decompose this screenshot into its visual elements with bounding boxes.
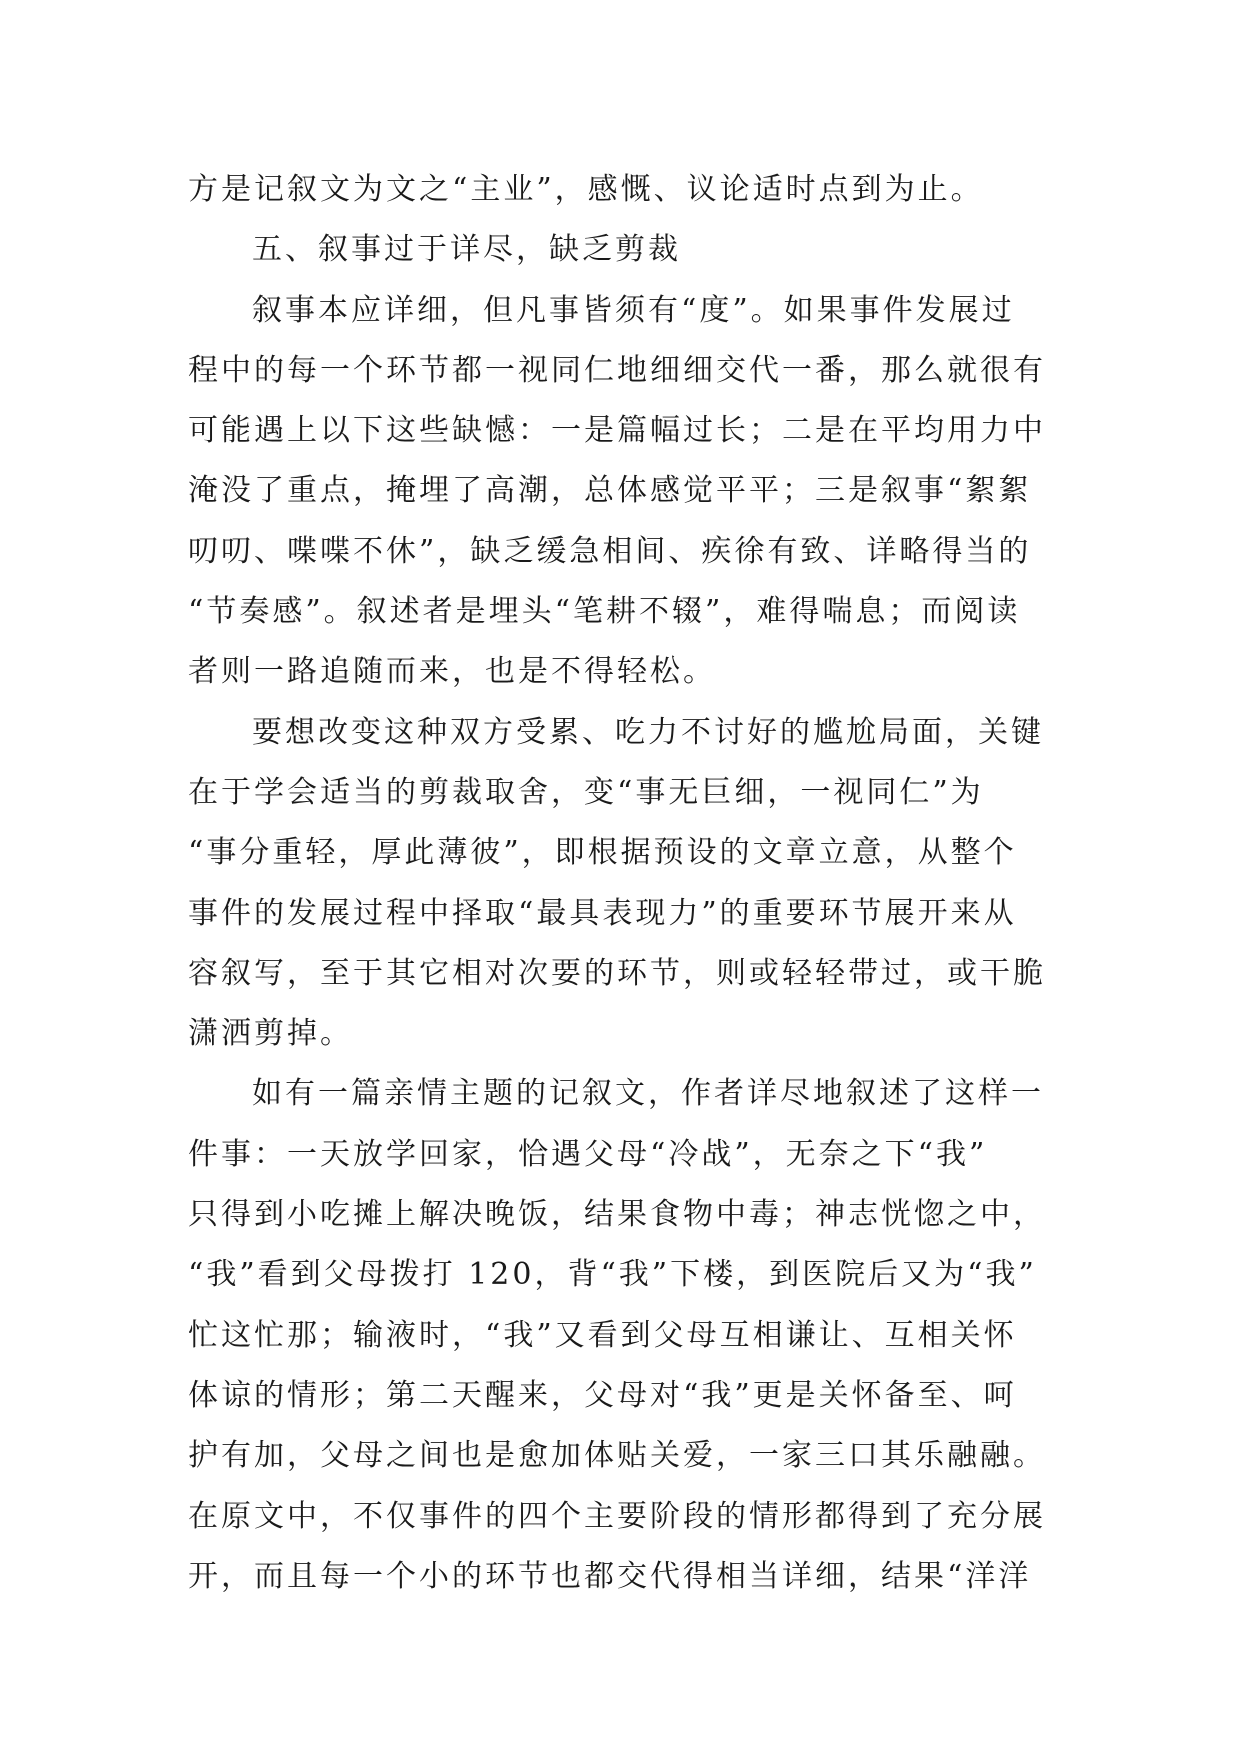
- text-line: 叨叨、喋喋不休”，缺乏缓急相间、疾徐有致、详略得当的: [188, 533, 1032, 569]
- text-line: 事件的发展过程中择取“最具表现力”的重要环节展开来从: [188, 895, 1017, 931]
- text-line: 潇洒剪掉。: [188, 1016, 353, 1052]
- text-line: 件事：一天放学回家，恰遇父母“冷战”，无奈之下“我”: [188, 1136, 988, 1172]
- text-line: 体谅的情形；第二天醒来，父母对“我”更是关怀备至、呵: [188, 1377, 1017, 1413]
- text-line: 在于学会适当的剪裁取舍，变“事无巨细，一视同仁”为: [188, 774, 984, 810]
- text-line: 只得到小吃摊上解决晚饭，结果食物中毒；神志恍惚之中，: [188, 1197, 1046, 1233]
- paragraph-start-line: 要想改变这种双方受累、吃力不讨好的尴尬局面，关键: [252, 714, 1044, 750]
- text-line: 忙这忙那；输液时，“我”又看到父母互相谦让、互相关怀: [188, 1317, 1017, 1353]
- text-line: 淹没了重点，掩埋了高潮，总体感觉平平；三是叙事“絮絮: [188, 473, 1032, 509]
- text-line: “节奏感”。叙述者是埋头“笔耕不辍”，难得喘息；而阅读: [188, 594, 1021, 630]
- text-line: 容叙写，至于其它相对次要的环节，则或轻轻带过，或干脆: [188, 955, 1046, 991]
- text-line: 可能遇上以下这些缺憾：一是篇幅过长；二是在平均用力中: [188, 413, 1046, 449]
- text-line: “事分重轻，厚此薄彼”，即根据预设的文章立意，从整个: [188, 835, 1017, 871]
- paragraph-start-line: 叙事本应详细，但凡事皆须有“度”。如果事件发展过: [252, 292, 1015, 328]
- text-line: 护有加，父母之间也是愈加体贴关爱，一家三口其乐融融。: [188, 1438, 1046, 1474]
- text-line: 在原文中，不仅事件的四个主要阶段的情形都得到了充分展: [188, 1498, 1046, 1534]
- section-heading: 五、叙事过于详尽，缺乏剪裁: [252, 232, 681, 268]
- text-line: 方是记叙文为文之“主业”，感慨、议论适时点到为止。: [188, 172, 984, 207]
- text-line: 者则一路追随而来，也是不得轻松。: [188, 654, 716, 690]
- text-line: “我”看到父母拨打 120，背“我”下楼，到医院后又为“我”: [188, 1257, 1037, 1293]
- document-body: [188, 160, 1068, 1607]
- text-line: 程中的每一个环节都一视同仁地细细交代一番，那么就很有: [188, 352, 1046, 388]
- paragraph-start-line: 如有一篇亲情主题的记叙文，作者详尽地叙述了这样一: [252, 1076, 1044, 1112]
- text-line: 开，而且每一个小的环节也都交代得相当详细，结果“洋洋: [188, 1558, 1032, 1594]
